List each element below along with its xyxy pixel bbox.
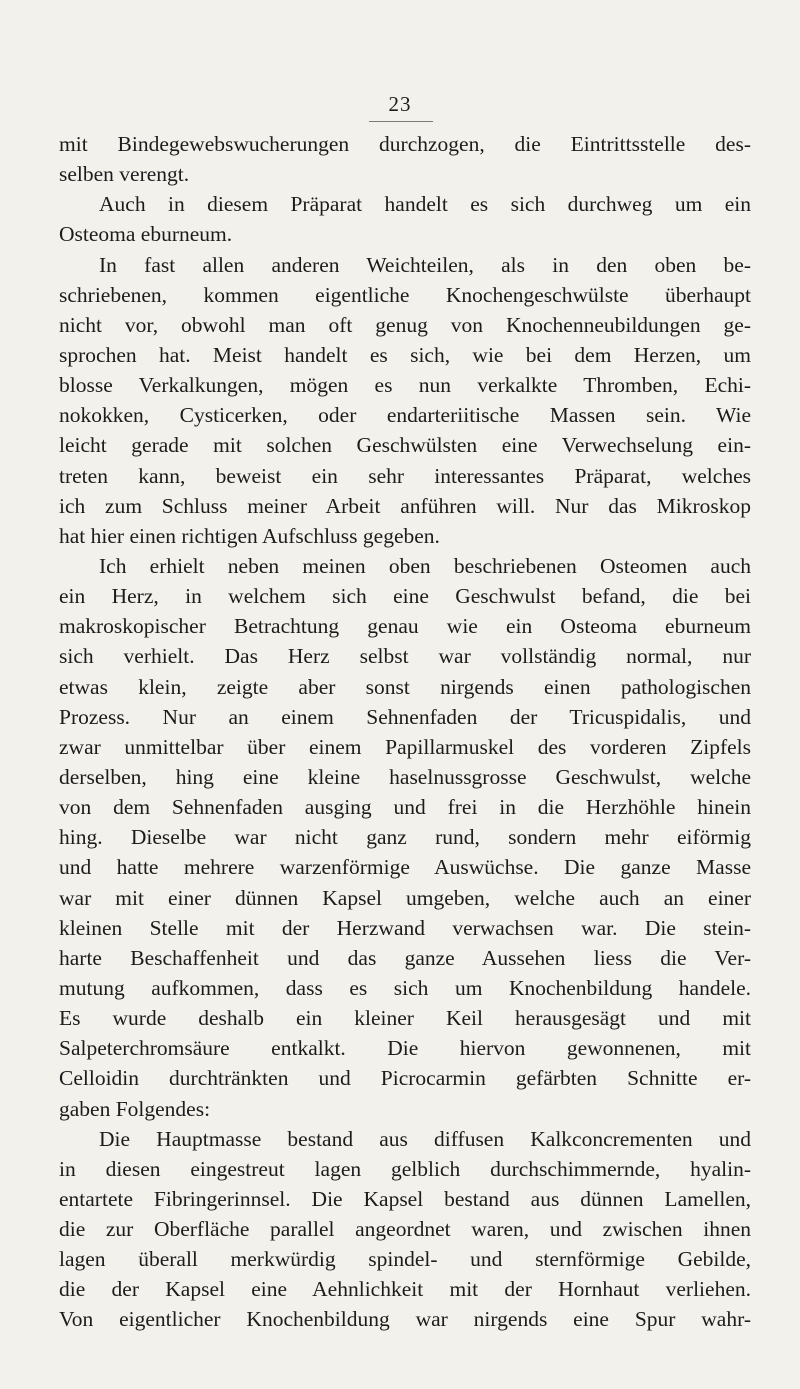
text-line: war mit einer dünnen Kapsel umgeben, welche auch an einer [59, 885, 751, 910]
text-line: harte Beschaffenheit und das ganze Aussehen liess die Ver- [59, 945, 751, 970]
text-line: Es wurde deshalb ein kleiner Keil herausgesägt und mit [59, 1006, 751, 1031]
text-line: ein Herz, in welchem sich eine Geschwulst befand, die bei [59, 584, 751, 609]
text-line: nokokken, Cysticerken, oder endarteriitische Massen sein. Wie [59, 403, 751, 428]
text-line: sich verhielt. Das Herz selbst war vollständig normal, nur [59, 644, 751, 669]
text-line: in diesen eingestreut lagen gelblich durchschimmernde, hyalin- [59, 1156, 751, 1181]
text-line: gaben Folgendes: [59, 1096, 211, 1121]
text-line: treten kann, beweist ein sehr interessantes Präparat, welches [59, 463, 751, 488]
text-line: schriebenen, kommen eigentliche Knochengeschwülste überhaupt [59, 282, 751, 307]
text-line: makroskopischer Betrachtung genau wie ein Osteoma eburneum [59, 614, 751, 639]
paragraph [59, 250, 751, 551]
text-line: Auch in diesem Präparat handelt es sich durchweg um ein [99, 192, 751, 217]
page-number-rule [369, 121, 433, 122]
text-line: blosse Verkalkungen, mögen es nun verkalkte Thromben, Echi- [59, 373, 751, 398]
text-line: sprochen hat. Meist handelt es sich, wie bei dem Herzen, um [59, 342, 751, 367]
paragraph [59, 129, 751, 189]
text-line: hing. Dieselbe war nicht ganz rund, sondern mehr eiförmig [59, 825, 751, 850]
text-line: leicht gerade mit solchen Geschwülsten eine Verwechselung ein- [59, 433, 751, 458]
text-line: kleinen Stelle mit der Herzwand verwachsen war. Die stein- [59, 915, 751, 940]
text-line: In fast allen anderen Weichteilen, als in den oben be- [99, 252, 751, 277]
paragraph [59, 551, 751, 1124]
text-line: selben verengt. [59, 162, 190, 187]
text-line: Osteoma eburneum. [59, 222, 233, 247]
text-line: mutung aufkommen, dass es sich um Knochenbildung handele. [59, 975, 751, 1000]
text-line: die der Kapsel eine Aehnlichkeit mit der Hornhaut verliehen. [59, 1277, 751, 1302]
page-number: 23 [388, 92, 412, 116]
text-line: zwar unmittelbar über einem Papillarmuskel des vorderen Zipfels [59, 734, 751, 759]
text-line: Ich erhielt neben meinen oben beschriebenen Osteomen auch [99, 553, 751, 578]
text-line: entartete Fibringerinnsel. Die Kapsel bestand aus dünnen Lamellen, [59, 1186, 751, 1211]
text-line: nicht vor, obwohl man oft genug von Knochenneubildungen ge- [59, 312, 751, 337]
text-line: Prozess. Nur an einem Sehnenfaden der Tricuspidalis, und [59, 704, 751, 729]
text-line: hat hier einen richtigen Aufschluss gegeben. [59, 523, 440, 548]
paragraph [59, 1124, 751, 1335]
text-line: etwas klein, zeigte aber sonst nirgends einen pathologischen [59, 674, 751, 699]
text-line: und hatte mehrere warzenförmige Auswüchse. Die ganze Masse [59, 855, 751, 880]
text-line: ich zum Schluss meiner Arbeit anführen will. Nur das Mikroskop [59, 493, 751, 518]
text-line: derselben, hing eine kleine haselnussgrosse Geschwulst, welche [59, 764, 751, 789]
text-line: die zur Oberfläche parallel angeordnet waren, und zwischen ihnen [59, 1217, 751, 1242]
text-line: Celloidin durchtränkten und Picrocarmin gefärbten Schnitte er- [59, 1066, 751, 1091]
text-line: Salpeterchromsäure entkalkt. Die hiervon gewonnenen, mit [59, 1036, 751, 1061]
text-line: Die Hauptmasse bestand aus diffusen Kalkconcrementen und [99, 1126, 751, 1151]
body-text [59, 129, 751, 1335]
text-line: mit Bindegewebswucherungen durchzogen, die Eintrittsstelle des- [59, 132, 751, 156]
text-line: von dem Sehnenfaden ausging und frei in die Herzhöhle hinein [59, 795, 751, 820]
text-line: Von eigentlicher Knochenbildung war nirgends eine Spur wahr- [59, 1307, 751, 1332]
text-line: lagen überall merkwürdig spindel- und sternförmige Gebilde, [59, 1247, 751, 1272]
paragraph [59, 189, 751, 249]
